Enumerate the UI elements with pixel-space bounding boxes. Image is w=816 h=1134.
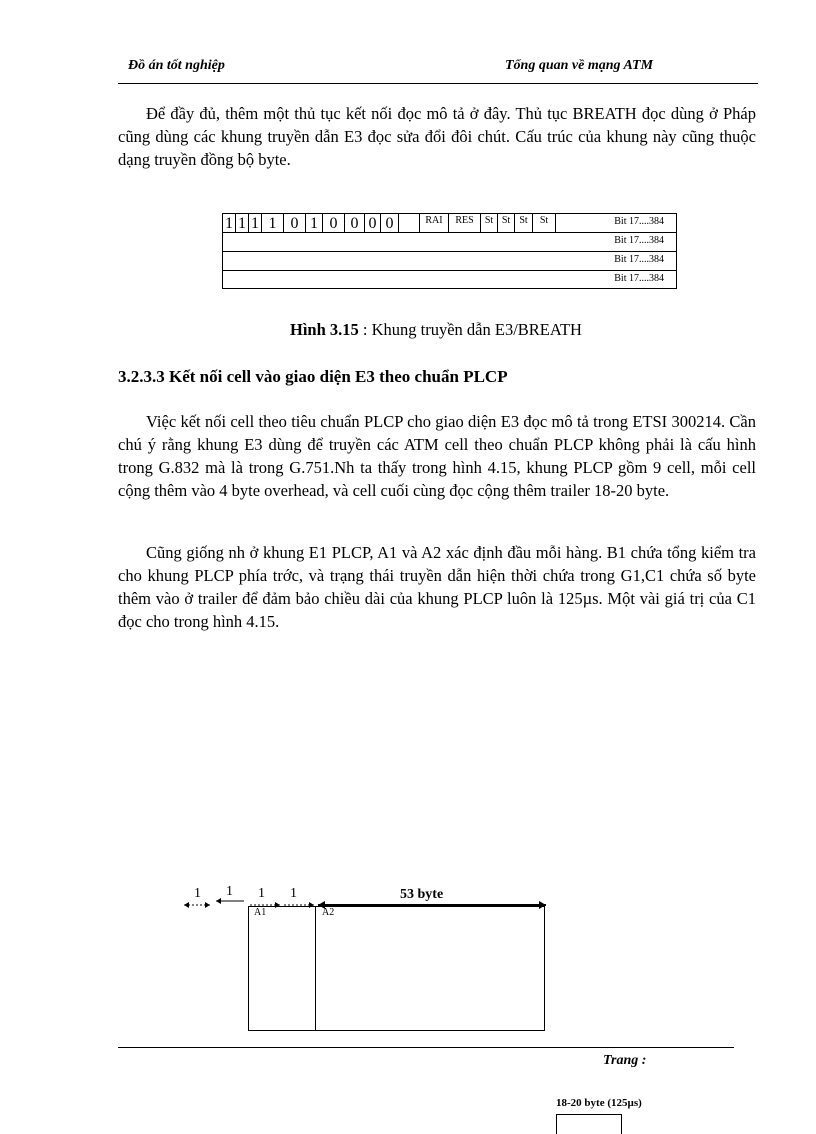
paragraph-e1-plcp: Cũng giống nh ở khung E1 PLCP, A1 và A2 xác định đầu mỗi hàng. B1 chứa tổng kiểm tra cho khung PLCP phía trớc, và trạng thái truyền dẫn hiện thời chứa trong G1,C1 chứa số byte thêm vào ở trailer để đảm bảo chiều dài của khung PLCP luôn là 125µs. Một vài giá trị của C1 đọc cho trong hình 4.15. <box>118 543 756 631</box>
res-field: RES <box>449 214 481 232</box>
trailer-box <box>556 1114 622 1134</box>
bit-cell: 0 <box>381 214 399 232</box>
trailer-size-label: 18-20 byte (125µs) <box>556 1097 642 1109</box>
payload-size-label: 53 byte <box>400 887 444 902</box>
bit-range-label: Bit 17....384 <box>614 235 664 246</box>
bit-cell <box>399 214 420 232</box>
dimension-label: 1 <box>194 886 201 901</box>
st-field: St <box>515 214 533 232</box>
figure-caption-text: : Khung truyền dẫn E3/BREATH <box>358 320 582 339</box>
e3-breath-frame-table <box>222 213 677 289</box>
bit-range-label: Bit 17....384 <box>614 254 664 265</box>
bit-cell: 0 <box>284 214 306 232</box>
plcp-frame-divider <box>315 906 316 1031</box>
bit-cell: 0 <box>323 214 345 232</box>
section-title: 3.2.3.3 Kết nối cell vào giao diện E3 theo chuẩn PLCP <box>118 367 508 386</box>
frame-row-2 <box>223 233 676 252</box>
footer-rule <box>118 1047 734 1048</box>
rai-field: RAI <box>420 214 449 232</box>
figure-caption <box>290 320 582 340</box>
dimension-label: 1 <box>290 886 297 901</box>
bit-cell: 1 <box>306 214 323 232</box>
paragraph-intro: Để đầy đủ, thêm một thủ tục kết nối đọc mô tả ở đây. Thủ tục BREATH đọc dùng ở Pháp cũng dùng các khung truyền dẫn E3 đọc sửa đổi đôi chút. Cấu trúc của khung này cũng thuộc dạng truyền đồng bộ byte. <box>118 104 756 169</box>
page-number-label: Trang : <box>603 1053 647 1068</box>
a2-label: A2 <box>322 907 335 918</box>
bit-cell: 0 <box>345 214 365 232</box>
dimension-label: 1 <box>226 884 233 899</box>
st-field: St <box>498 214 515 232</box>
dimension-label: 1 <box>258 886 265 901</box>
frame-row-3 <box>223 252 676 271</box>
st-field: St <box>481 214 498 232</box>
plcp-frame-box <box>248 906 545 1031</box>
bit-cell: 1 <box>249 214 262 232</box>
bit-cell: 1 <box>262 214 284 232</box>
bit-cell: 1 <box>236 214 249 232</box>
header-right-title: Tổng quan về mạng ATM <box>505 58 654 73</box>
bit-range-label: Bit 17....384 <box>614 216 664 227</box>
paragraph-plcp: Việc kết nối cell theo tiêu chuẩn PLCP cho giao diện E3 đọc mô tả trong ETSI 300214. Cần chú ý rằng khung E3 dùng để truyền các ATM cell theo chuẩn PLCP không phải là cấu hình trong G.832 mà là trong G.751.Nh ta thấy trong hình 4.15, khung PLCP gồm 9 cell, mỗi cell cộng thêm vào 4 byte overhead, và cell cuối cùng đọc cộng thêm trailer 18-20 byte. <box>118 412 756 500</box>
header-rule <box>118 83 758 84</box>
frame-row-4 <box>223 271 676 290</box>
a1-label: A1 <box>254 907 267 918</box>
header-left-title: Đồ án tốt nghiệp <box>128 58 225 73</box>
bit-range-label: Bit 17....384 <box>614 273 664 284</box>
figure-number: Hình 3.15 <box>290 320 359 339</box>
bit-cell: 1 <box>223 214 236 232</box>
st-field: St <box>533 214 556 232</box>
frame-row-1 <box>223 214 676 233</box>
bit-cell: 0 <box>365 214 381 232</box>
